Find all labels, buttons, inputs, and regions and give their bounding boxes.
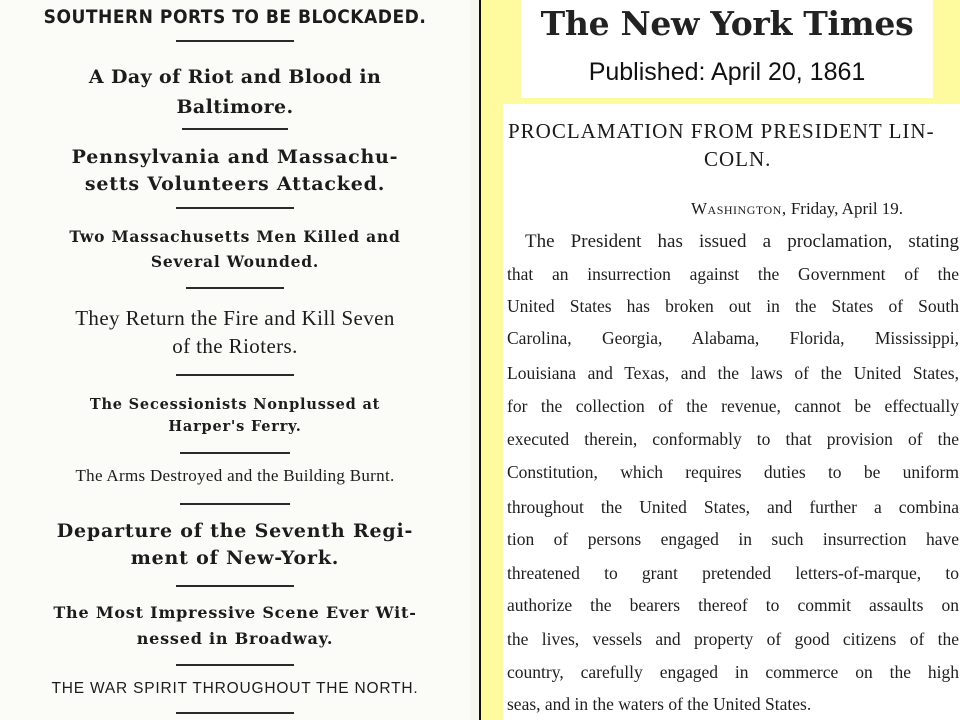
newspaper-logo: The New York Times (540, 4, 914, 43)
article-title: PROCLAMATION FROM PRESIDENT LIN- COLN. (508, 119, 935, 171)
article-line: tion of persons engaged in such insurrection have (507, 529, 959, 549)
headline-rule (180, 452, 290, 454)
headline-harpers-ferry: The Secessionists Nonplussed at Harper's Ferry. (89, 396, 381, 435)
article-line: authorize the bearers thereof to commit assaults on (507, 595, 959, 615)
article-line: United States has broken out in the States of South (507, 296, 959, 316)
article-line: that an insurrection against the Government of the (507, 264, 959, 284)
headline-riot-baltimore: A Day of Riot and Blood in Baltimore. (88, 66, 382, 118)
article-line: the lives, vessels and property of good citizens of the (507, 629, 959, 649)
article-line: Louisiana and Texas, and the laws of the United States, (507, 363, 959, 383)
headline-men-killed: Two Massachusetts Men Killed and Several Wounded. (69, 227, 401, 271)
headline-rule (176, 664, 294, 666)
article-clipping (503, 104, 960, 720)
headline-southern-ports: SOUTHERN PORTS TO BE BLOCKADED. (43, 6, 427, 28)
headline-rule (176, 374, 294, 376)
headline-volunteers-attacked: Pennsylvania and Massachu- setts Volunteers Attacked. (71, 146, 399, 195)
headline-return-fire: They Return the Fire and Kill Seven of the Rioters. (75, 306, 395, 358)
article-line: executed therein, conformably to that provision of the (507, 429, 959, 449)
article-line: seas, and in the waters of the United States. (507, 694, 812, 714)
headline-rule (176, 585, 294, 587)
headline-rule (176, 40, 294, 42)
masthead (521, 0, 933, 98)
article-line: for the collection of the revenue, cannot be effectually (507, 396, 959, 416)
headline-rule (182, 128, 288, 130)
headline-arms-destroyed: The Arms Destroyed and the Building Burnt. (75, 466, 395, 485)
headline-seventh-regiment: Departure of the Seventh Regi- ment of New-York. (56, 520, 414, 569)
article-dateline: Washington, Friday, April 19. (691, 199, 904, 218)
headline-rule (180, 503, 290, 505)
published-date: Published: April 20, 1861 (588, 58, 866, 86)
article-line: Carolina, Georgia, Alabama, Florida, Mississippi, (507, 328, 959, 348)
headline-rule (186, 287, 284, 289)
article-line: Constitution, which requires duties to be uniform (507, 462, 959, 482)
article-line: country, carefully engaged in commerce on the high (507, 662, 959, 682)
headline-broadway-scene: The Most Impressive Scene Ever Wit- nessed in Broadway. (53, 603, 417, 648)
headline-rule (176, 712, 294, 714)
headlines-column (0, 0, 470, 720)
article-line: The President has issued a proclamation, stating (525, 231, 959, 252)
headline-rule (176, 207, 294, 209)
article-line: threatened to grant pretended letters-of-marque, to (507, 563, 959, 583)
article-line: throughout the United States, and further a combina (507, 497, 959, 517)
headline-war-spirit: THE WAR SPIRIT THROUGHOUT THE NORTH. (51, 680, 419, 697)
article-panel (481, 0, 960, 720)
